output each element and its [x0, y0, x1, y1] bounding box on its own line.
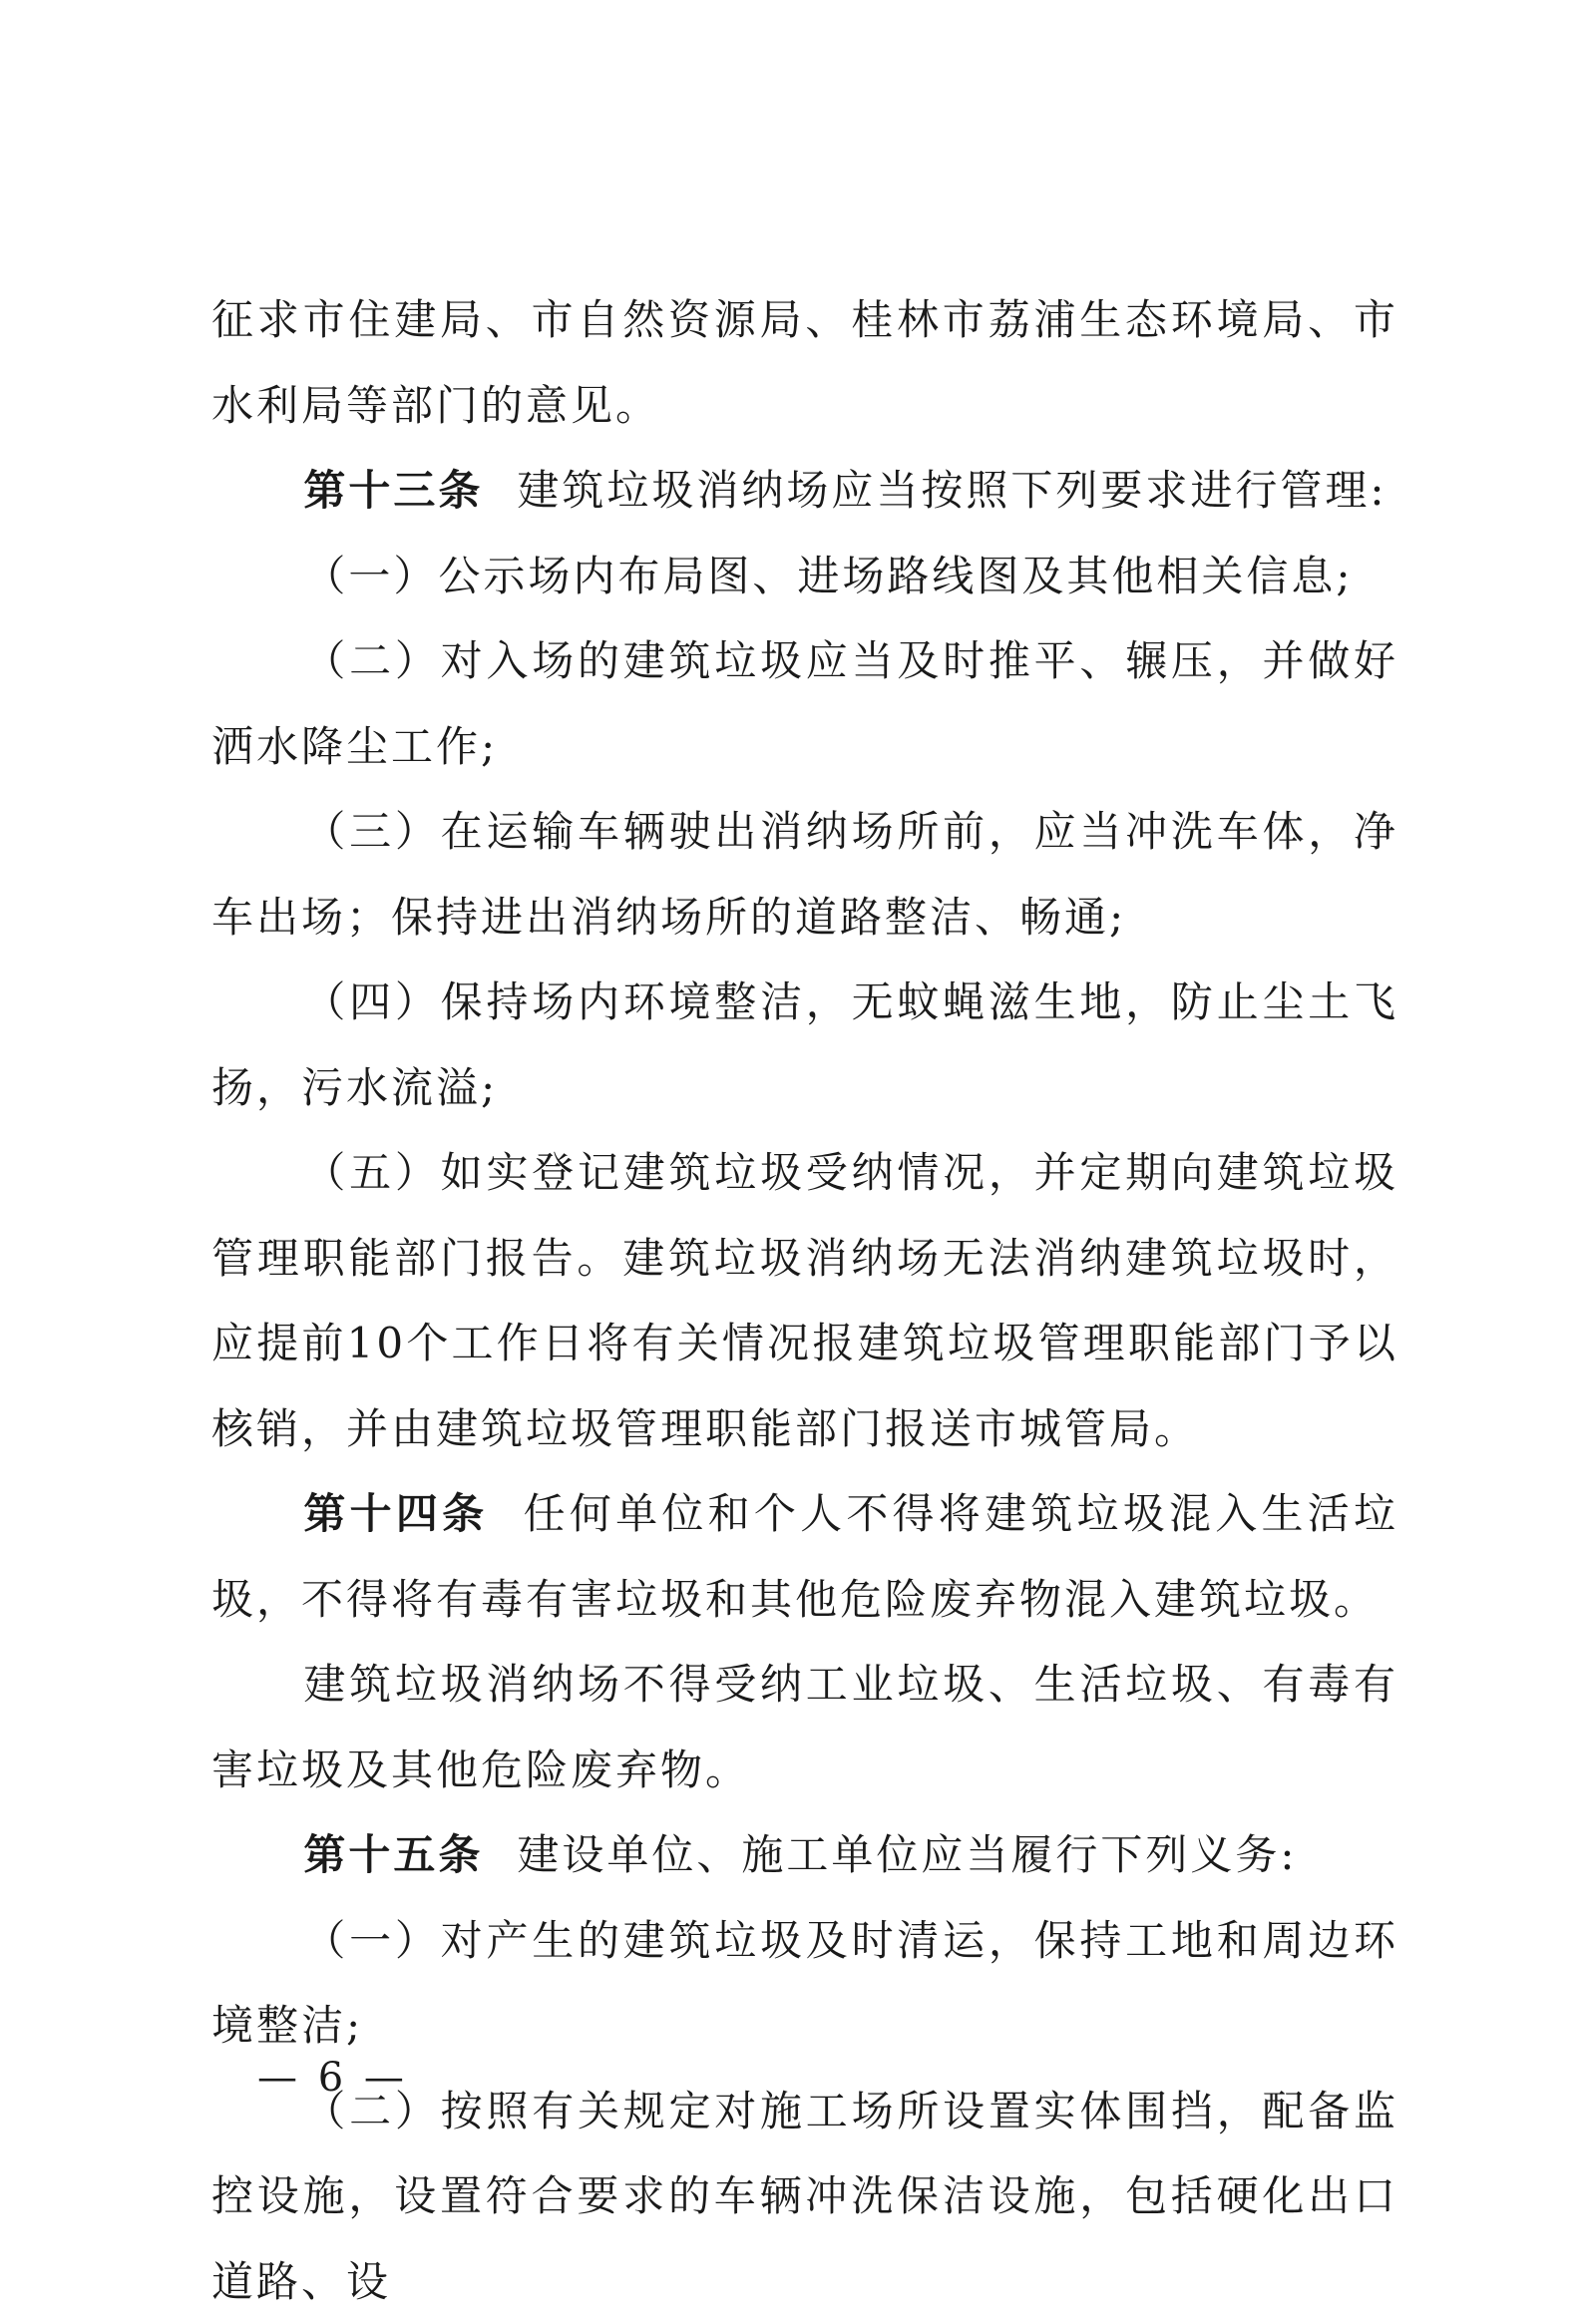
paragraph-text: 建设单位、施工单位应当履行下列义务:: [517, 1830, 1297, 1879]
paragraph-text: 建筑垃圾消纳场不得受纳工业垃圾、生活垃圾、有毒有害垃圾及其他危险废弃物。: [211, 1660, 1398, 1794]
paragraph-text: （五）如实登记建筑垃圾受纳情况，并定期向建筑垃圾管理职能部门报告。建筑垃圾消纳场无法消纳建筑垃圾时，应提前10个工作日将有关情况报建筑垃圾管理职能部门予以核销，并由建筑垃圾管理职能部门报送市城管局。: [211, 1148, 1398, 1453]
list-item: [211, 960, 1398, 1130]
list-item: [211, 2069, 1398, 2324]
article-heading: 第十五条: [303, 1830, 483, 1879]
list-item: [211, 789, 1398, 960]
article-heading: 第十三条: [303, 466, 483, 515]
paragraph: [211, 277, 1398, 448]
paragraph-text: （四）保持场内环境整洁，无蚊蝇滋生地，防止尘土飞扬，污水流溢;: [211, 977, 1398, 1112]
paragraph-text: 任何单位和个人不得将建筑垃圾混入生活垃圾，不得将有毒有害垃圾和其他危险废弃物混入建筑垃圾。: [211, 1489, 1398, 1624]
article-heading: 第十四条: [303, 1489, 488, 1538]
paragraph-text: （二）对入场的建筑垃圾应当及时推平、辗压，并做好洒水降尘工作;: [211, 636, 1398, 771]
paragraph-text: （二）按照有关规定对施工场所设置实体围挡，配备监控设施，设置符合要求的车辆冲洗保洁设施，包括硬化出口道路、设: [211, 2087, 1398, 2306]
document-body: [211, 277, 1398, 2324]
list-item: [211, 534, 1398, 619]
page-number: — 6 —: [257, 2055, 408, 2101]
paragraph-text: 建筑垃圾消纳场应当按照下列要求进行管理:: [517, 466, 1386, 515]
paragraph-text: （一）公示场内布局图、进场路线图及其他相关信息;: [303, 552, 1353, 600]
paragraph-text: 征求市住建局、市自然资源局、桂林市荔浦生态环境局、市水利局等部门的意见。: [211, 295, 1398, 430]
list-item: [211, 1898, 1398, 2069]
article-14-paragraph: [211, 1471, 1398, 1642]
paragraph-text: （一）对产生的建筑垃圾及时清运，保持工地和周边环境整洁;: [211, 1916, 1398, 2051]
list-item: [211, 618, 1398, 789]
paragraph: [211, 1642, 1398, 1812]
article-13-paragraph: [211, 448, 1398, 534]
paragraph-text: （三）在运输车辆驶出消纳场所前，应当冲洗车体，净车出场；保持进出消纳场所的道路整洁、畅通;: [211, 807, 1398, 942]
list-item: [211, 1130, 1398, 1471]
article-15-paragraph: [211, 1812, 1398, 1898]
